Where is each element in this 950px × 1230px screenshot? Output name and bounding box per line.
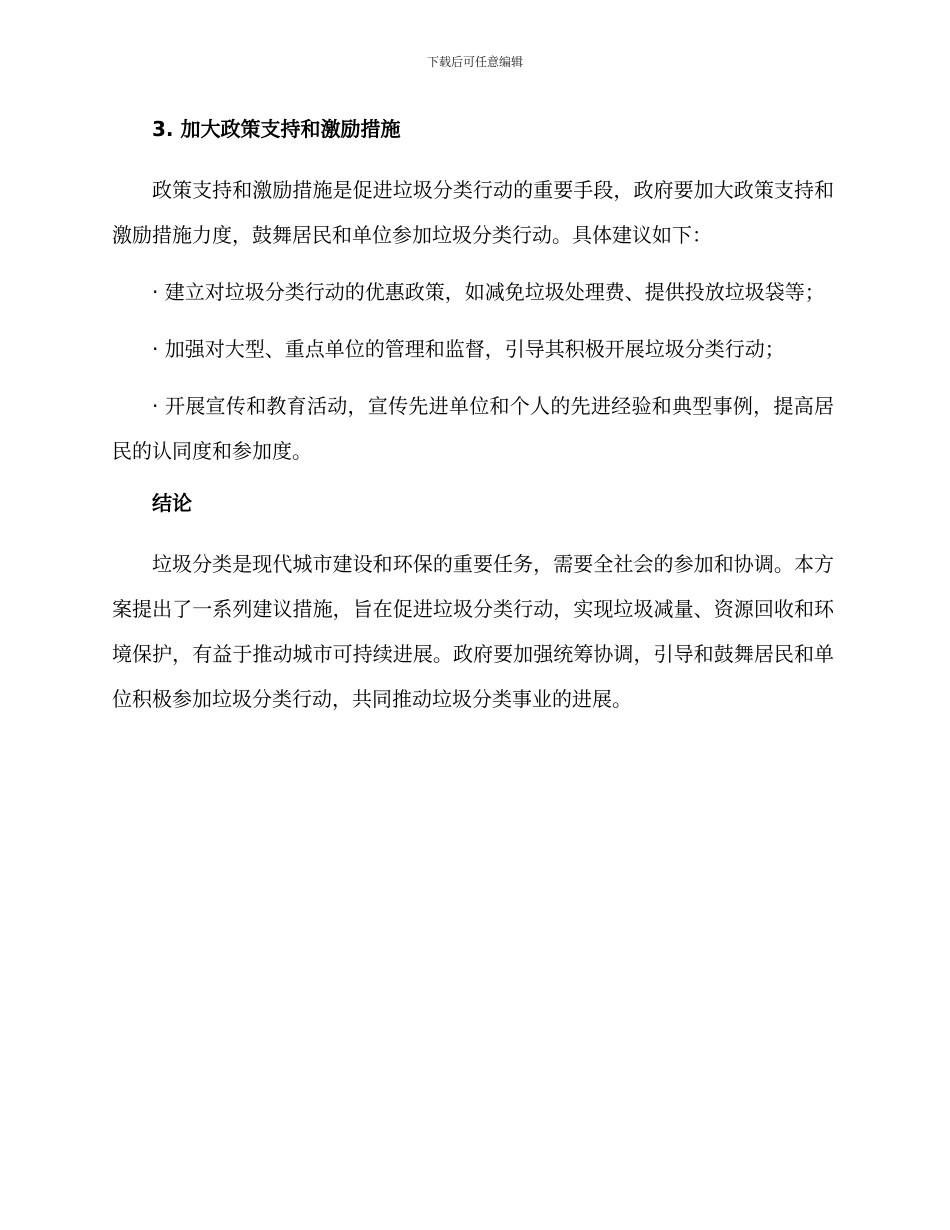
bullet-item-2: · 加强对大型、重点单位的管理和监督，引导其积极开展垃圾分类行动； (152, 337, 785, 361)
section-intro-paragraph: 政策支持和激励措施是促进垃圾分类行动的重要手段，政府要加大政策支持和激励措施力度，鼓舞居民和单位参加垃圾分类行动。具体建议如下： (112, 178, 834, 247)
conclusion-heading: 结论 (152, 491, 192, 515)
page-header: 下载后可任意编辑 (426, 55, 523, 69)
bullet-item-3: · 开展宣传和教育活动，宣传先进单位和个人的先进经验和典型事例，提高居民的认同度和参加度。 (112, 394, 834, 463)
bullet-item-1: · 建立对垃圾分类行动的优惠政策，如减免垃圾处理费、提供投放垃圾袋等； (152, 280, 825, 304)
document-body (112, 112, 834, 734)
section-heading: 3. 加大政策支持和激励措施 (152, 117, 401, 141)
conclusion-paragraph: 垃圾分类是现代城市建设和环保的重要任务，需要全社会的参加和协调。本方案提出了一系列建议措施，旨在促进垃圾分类行动，实现垃圾减量、资源回收和环境保护，有益于推动城市可持续进展。政府要加强统筹协调，引导和鼓舞居民和单位积极参加垃圾分类行动，共同推动垃圾分类事业的进展。 (112, 552, 834, 711)
